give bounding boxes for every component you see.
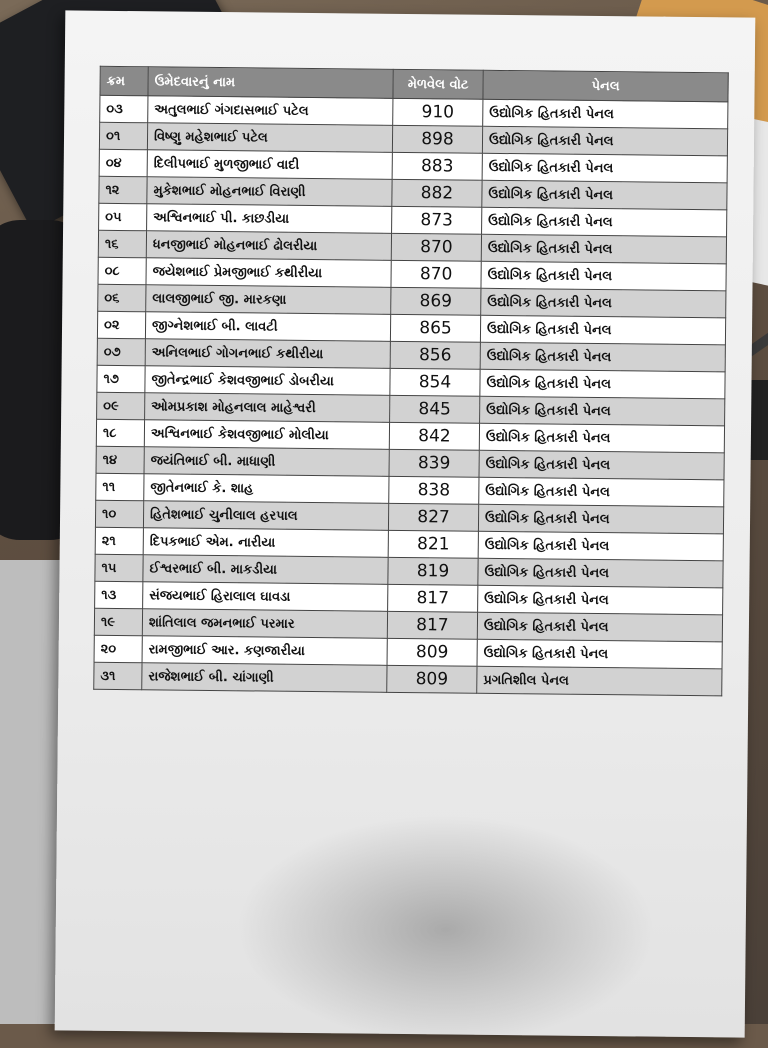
cell-panel: ઉદ્યોગિક હિતકારી પેનલ xyxy=(477,639,722,669)
cell-panel: ઉદ્યોગિક હિતકારી પેનલ xyxy=(477,612,722,642)
cell-name: જીતેનભાઈ કે. શાહ xyxy=(144,474,389,504)
cell-name: જયેશભાઈ પ્રેમજીભાઈ કથીરીયા xyxy=(146,258,391,288)
cell-votes: 854 xyxy=(390,368,480,396)
cell-votes: 845 xyxy=(390,395,480,423)
cell-name: રાજેશભાઈ બી. ચાંગાણી xyxy=(142,663,387,693)
cell-serial: ૦૮ xyxy=(98,257,146,285)
cell-votes: 865 xyxy=(390,314,480,342)
cell-panel: ઉદ્યોગિક હિતકારી પેનલ xyxy=(482,207,727,237)
cell-serial: ૧૯ xyxy=(94,608,142,636)
cell-serial: ૧૫ xyxy=(95,554,143,582)
cell-votes: 809 xyxy=(387,638,477,666)
cell-panel: ઉદ્યોગિક હિતકારી પેનલ xyxy=(481,288,726,318)
cell-name: વિષ્ણુ મહેશભાઈ પટેલ xyxy=(147,123,392,153)
cell-votes: 838 xyxy=(389,476,479,504)
cell-panel: ઉદ્યોગિક હિતકારી પેનલ xyxy=(481,261,726,291)
hand-shadow xyxy=(235,812,657,1046)
cell-panel: ઉદ્યોગિક હિતકારી પેનલ xyxy=(480,396,725,426)
cell-panel: ઉદ્યોગિક હિતકારી પેનલ xyxy=(480,315,725,345)
cell-votes: 898 xyxy=(392,125,482,153)
cell-name: દિપકભાઈ એમ. નારીયા xyxy=(143,528,388,558)
cell-votes: 827 xyxy=(388,503,478,531)
cell-panel: ઉદ્યોગિક હિતકારી પેનલ xyxy=(478,504,723,534)
cell-name: ઈશ્વરભાઈ બી. માકડીયા xyxy=(143,555,388,585)
cell-serial: ૦૯ xyxy=(97,392,145,420)
cell-serial: ૦૫ xyxy=(99,203,147,231)
cell-serial: ૧૩ xyxy=(95,581,143,609)
cell-serial: ૧૪ xyxy=(96,446,144,474)
cell-panel: પ્રગતિશીલ પેનલ xyxy=(477,666,722,696)
cell-serial: ૧૬ xyxy=(98,230,146,258)
cell-votes: 819 xyxy=(388,557,478,585)
cell-votes: 870 xyxy=(391,233,481,261)
cell-name: લાલજીભાઈ જી. મારકણા xyxy=(146,285,391,315)
cell-panel: ઉદ્યોગિક હિતકારી પેનલ xyxy=(478,585,723,615)
cell-votes: 873 xyxy=(392,206,482,234)
header-votes: મેળવેલ વોટ xyxy=(393,69,483,99)
cell-panel: ઉદ્યોગિક હિતકારી પેનલ xyxy=(480,342,725,372)
table-body xyxy=(94,95,728,696)
cell-name: જીતેન્દ્રભાઈ કેશવજીભાઈ ડોબરીયા xyxy=(145,366,390,396)
cell-serial: ૦૬ xyxy=(98,284,146,312)
cell-name: જીગ્નેશભાઈ બી. લાવટી xyxy=(145,312,390,342)
cell-serial: ૧૧ xyxy=(96,473,144,501)
cell-panel: ઉદ્યોગિક હિતકારી પેનલ xyxy=(483,99,728,129)
cell-serial: ૩૧ xyxy=(94,662,142,690)
cell-votes: 856 xyxy=(390,341,480,369)
cell-panel: ઉદ્યોગિક હિતકારી પેનલ xyxy=(482,180,727,210)
cell-votes: 882 xyxy=(392,179,482,207)
cell-serial: ૦૧ xyxy=(99,122,147,150)
cell-votes: 817 xyxy=(388,584,478,612)
cell-votes: 869 xyxy=(391,287,481,315)
cell-serial: ૧૭ xyxy=(97,365,145,393)
cell-votes: 883 xyxy=(392,152,482,180)
cell-name: ધનજીભાઈ મોહનભાઈ ઢોલરીયા xyxy=(146,231,391,261)
header-name: ઉમેદવારનું નામ xyxy=(148,67,393,99)
cell-name: હિતેશભાઈ ચુનીલાલ હરપાલ xyxy=(143,501,388,531)
cell-name: દિલીપભાઈ મુળજીભાઈ વાદી xyxy=(147,150,392,180)
cell-serial: ૦૪ xyxy=(99,149,147,177)
cell-votes: 839 xyxy=(389,449,479,477)
results-table xyxy=(93,66,728,697)
header-serial: ક્રમ xyxy=(100,66,148,96)
cell-panel: ઉદ્યોગિક હિતકારી પેનલ xyxy=(481,234,726,264)
cell-votes: 821 xyxy=(388,530,478,558)
cell-serial: ૨૦ xyxy=(94,635,142,663)
cell-votes: 842 xyxy=(389,422,479,450)
cell-panel: ઉદ્યોગિક હિતકારી પેનલ xyxy=(479,423,724,453)
cell-serial: ૧૦ xyxy=(95,500,143,528)
cell-panel: ઉદ્યોગિક હિતકારી પેનલ xyxy=(478,558,723,588)
cell-serial: ૦૩ xyxy=(100,95,148,123)
cell-panel: ઉદ્યોગિક હિતકારી પેનલ xyxy=(482,153,727,183)
cell-panel: ઉદ્યોગિક હિતકારી પેનલ xyxy=(482,126,727,156)
cell-votes: 870 xyxy=(391,260,481,288)
cell-panel: ઉદ્યોગિક હિતકારી પેનલ xyxy=(479,477,724,507)
cell-serial: ૧૮ xyxy=(96,419,144,447)
cell-name: રામજીભાઈ આર. કણજારીયા xyxy=(142,636,387,666)
cell-name: શાંતિલાલ જમનભાઈ પરમાર xyxy=(142,609,387,639)
cell-name: અશ્વિનભાઈ પી. કાછડીયા xyxy=(147,204,392,234)
cell-serial: ૦૭ xyxy=(97,338,145,366)
cell-name: અતુલભાઈ ગંગદાસભાઈ પટેલ xyxy=(148,96,393,126)
cell-votes: 817 xyxy=(387,611,477,639)
header-panel: પેનલ xyxy=(483,70,728,102)
cell-panel: ઉદ્યોગિક હિતકારી પેનલ xyxy=(478,531,723,561)
table-row xyxy=(94,662,722,696)
cell-panel: ઉદ્યોગિક હિતકારી પેનલ xyxy=(480,369,725,399)
cell-name: અનિલભાઈ ગોગનભાઈ કથીરીયા xyxy=(145,339,390,369)
cell-serial: ૧૨ xyxy=(99,176,147,204)
cell-panel: ઉદ્યોગિક હિતકારી પેનલ xyxy=(479,450,724,480)
cell-votes: 910 xyxy=(393,98,483,126)
cell-name: મુકેશભાઈ મોહનભાઈ વિરાણી xyxy=(147,177,392,207)
cell-name: જયંતિભાઈ બી. માધાણી xyxy=(144,447,389,477)
cell-votes: 809 xyxy=(387,665,477,693)
cell-serial: ૨૧ xyxy=(95,527,143,555)
cell-serial: ૦૨ xyxy=(97,311,145,339)
cell-name: ઓમપ્રકાશ મોહનલાલ માહેશ્વરી xyxy=(145,393,390,423)
cell-name: અશ્વિનભાઈ કેશવજીભાઈ મોલીયા xyxy=(144,420,389,450)
results-sheet xyxy=(55,10,756,1037)
cell-name: સંજયભાઈ હિરાલાલ ઘાવડા xyxy=(143,582,388,612)
